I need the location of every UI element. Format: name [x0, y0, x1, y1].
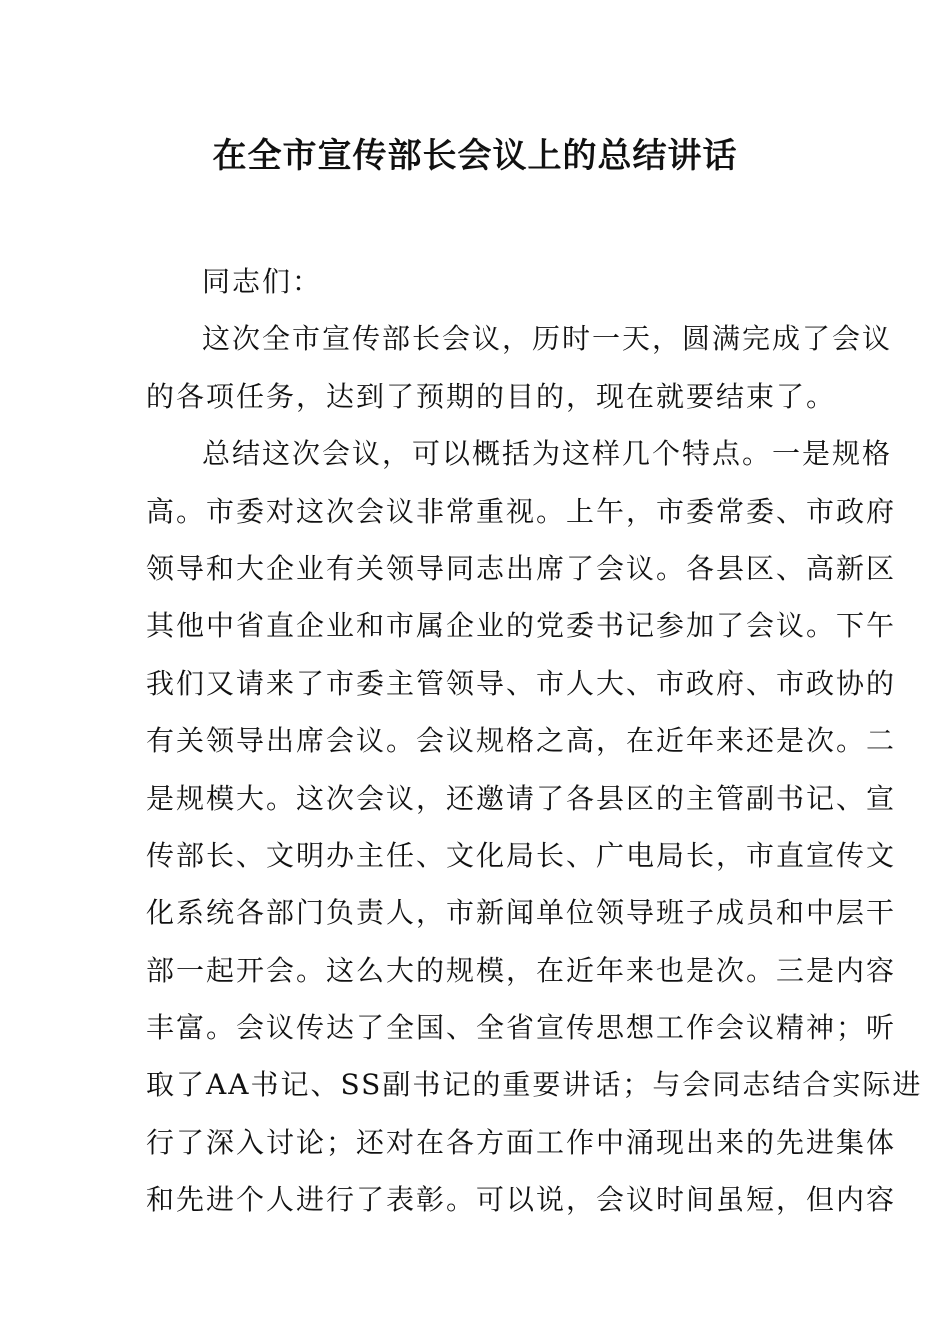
document-title: 在全市宣传部长会议上的总结讲话	[212, 136, 738, 176]
paragraph-2-line: 行了深入讨论；还对在各方面工作中涌现出来的先进集体	[146, 1125, 897, 1159]
document-body	[146, 262, 923, 1238]
paragraph-1-line: 的各项任务，达到了预期的目的，现在就要结束了。	[146, 379, 837, 413]
paragraph-2-line: 总结这次会议，可以概括为这样几个特点。一是规格	[202, 437, 893, 471]
paragraph-2-line: 我们又请来了市委主管领导、市人大、市政府、市政协的	[146, 666, 897, 700]
paragraph-2-line: 化系统各部门负责人，市新闻单位领导班子成员和中层干	[146, 896, 897, 930]
paragraph-2-line: 部一起开会。这么大的规模，在近年来也是次。三是内容	[146, 953, 897, 987]
paragraph-2-line: 是规模大。这次会议，还邀请了各县区的主管副书记、宣	[146, 781, 897, 815]
paragraph-2-line: 领导和大企业有关领导同志出席了会议。各县区、高新区	[146, 551, 897, 585]
paragraph-2-line: 丰富。会议传达了全国、全省宣传思想工作会议精神；听	[146, 1011, 897, 1045]
paragraph-2-line: 取了AA书记、SS副书记的重要讲话；与会同志结合实际进	[146, 1068, 923, 1102]
paragraph-2-line: 高。市委对这次会议非常重视。上午，市委常委、市政府	[146, 494, 897, 528]
paragraph-2-line: 和先进个人进行了表彰。可以说，会议时间虽短，但内容	[146, 1183, 897, 1217]
paragraph-2-line: 其他中省直企业和市属企业的党委书记参加了会议。下午	[146, 609, 897, 643]
paragraph-2-line: 有关领导出席会议。会议规格之高，在近年来还是次。二	[146, 724, 897, 758]
salutation: 同志们：	[202, 265, 323, 298]
paragraph-1-line: 这次全市宣传部长会议，历时一天，圆满完成了会议	[202, 322, 893, 356]
paragraph-2-line: 传部长、文明办主任、文化局长、广电局长，市直宣传文	[146, 838, 897, 872]
